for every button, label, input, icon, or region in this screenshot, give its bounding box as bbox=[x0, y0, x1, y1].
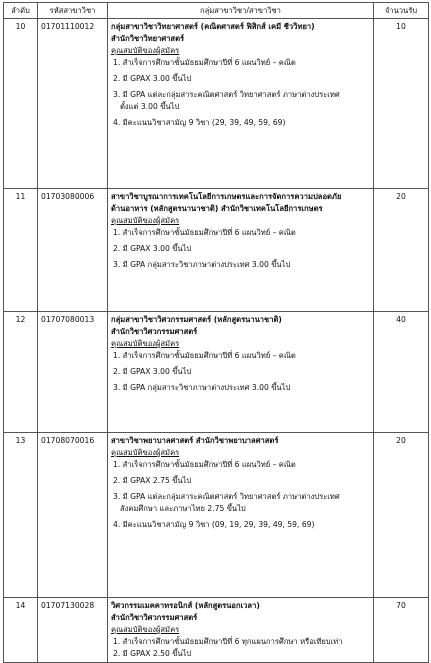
qualification-heading: คุณสมบัติของผู้สมัคร bbox=[111, 625, 180, 634]
row-program bbox=[108, 433, 374, 598]
row-no: 14 bbox=[4, 598, 38, 663]
row-program bbox=[108, 19, 374, 189]
program-school: สำนักวิชาวิศวกรรมศาสตร์ bbox=[111, 613, 198, 622]
qualification-heading: คุณสมบัติของผู้สมัคร bbox=[111, 46, 180, 55]
table-header-row bbox=[4, 3, 429, 19]
program-school: สำนักวิชาวิทยาศาสตร์ bbox=[111, 34, 185, 43]
row-seats: 70 bbox=[374, 598, 429, 663]
row-code: 01701110012 bbox=[38, 19, 108, 189]
qualification-item: 4. มีคะแนนวิชาสามัญ 9 วิชา (09, 19, 29, 39, 49, 59, 69) bbox=[113, 520, 315, 529]
qualification-item: 3. มี GPA แต่ละกลุ่มสาระคณิตศาสตร์ วิทยาศาสตร์ ภาษาต่างประเทศ bbox=[113, 90, 340, 99]
table-row bbox=[4, 433, 429, 598]
qualification-item: 1. สำเร็จการศึกษาชั้นมัธยมศึกษาปีที่ 6 แผนวิทย์ – คณิต bbox=[113, 58, 296, 67]
row-seats: 20 bbox=[374, 433, 429, 598]
row-program bbox=[108, 598, 374, 663]
table-row bbox=[4, 312, 429, 433]
row-program bbox=[108, 312, 374, 433]
row-no: 10 bbox=[4, 19, 38, 189]
qualification-item: 1. สำเร็จการศึกษาชั้นมัธยมศึกษาปีที่ 6 แผนวิทย์ – คณิต bbox=[113, 460, 296, 469]
header-code: รหัสสาขาวิชา bbox=[38, 3, 108, 19]
program-title: สาขาวิชาพยาบาลศาสตร์ สำนักวิชาพยาบาลศาสตร์ bbox=[111, 436, 279, 445]
qualification-item-cont: สังคมศึกษา และภาษาไทย 2.75 ขึ้นไป bbox=[120, 504, 246, 513]
qualification-item: 3. มี GPA กลุ่มสาระวิชาภาษาต่างประเทศ 3.00 ขึ้นไป bbox=[113, 383, 291, 392]
table-row bbox=[4, 19, 429, 189]
row-no: 13 bbox=[4, 433, 38, 598]
row-code: 01708070016 bbox=[38, 433, 108, 598]
qualification-item: 1. สำเร็จการศึกษาชั้นมัธยมศึกษาปีที่ 6 แผนวิทย์ – คณิต bbox=[113, 351, 296, 360]
qualification-item: 2. มี GPAX 3.00 ขึ้นไป bbox=[113, 244, 192, 253]
admission-table bbox=[3, 2, 429, 663]
qualification-item: 2. มี GPAX 2.50 ขึ้นไป bbox=[113, 649, 192, 658]
row-no: 12 bbox=[4, 312, 38, 433]
qualification-heading: คุณสมบัติของผู้สมัคร bbox=[111, 216, 180, 225]
program-title: กลุ่มสาขาวิชาวิศวกรรมศาสตร์ (หลักสูตรนานาชาติ) bbox=[111, 315, 282, 324]
row-code: 01703080006 bbox=[38, 189, 108, 312]
qualification-item: 2. มี GPAX 3.00 ขึ้นไป bbox=[113, 74, 192, 83]
row-seats: 40 bbox=[374, 312, 429, 433]
row-program bbox=[108, 189, 374, 312]
program-title: กลุ่มสาขาวิชาวิทยาศาสตร์ (คณิตศาสตร์ ฟิสิกส์ เคมี ชีววิทยา) bbox=[111, 22, 315, 31]
program-title: วิศวกรรมเมคคาทรอนิกส์ (หลักสูตรนอกเวลา) bbox=[111, 601, 260, 610]
program-school: สำนักวิชาวิศวกรรมศาสตร์ bbox=[111, 327, 198, 336]
row-seats: 10 bbox=[374, 19, 429, 189]
table-row bbox=[4, 189, 429, 312]
program-school: ด้านอาหาร (หลักสูตรนานาชาติ) สำนักวิชาเทคโนโลยีการเกษตร bbox=[111, 204, 323, 213]
qualification-item: 3. มี GPA แต่ละกลุ่มสาระคณิตศาสตร์ วิทยาศาสตร์ ภาษาต่างประเทศ bbox=[113, 492, 340, 501]
qualification-heading: คุณสมบัติของผู้สมัคร bbox=[111, 339, 180, 348]
qualification-item: 1. สำเร็จการศึกษาชั้นมัธยมศึกษาปีที่ 6 แผนวิทย์ – คณิต bbox=[113, 228, 296, 237]
row-code: 01707080013 bbox=[38, 312, 108, 433]
qualification-item: 3. มี GPA กลุ่มสาระวิชาภาษาต่างประเทศ 3.00 ขึ้นไป bbox=[113, 260, 291, 269]
qualification-item: 2. มี GPAX 2.75 ขึ้นไป bbox=[113, 476, 192, 485]
header-program: กลุ่มสาขาวิชา/สาขาวิชา bbox=[108, 3, 374, 19]
qualification-item: 1. สำเร็จการศึกษาชั้นมัธยมศึกษาปีที่ 6 ทุกแผนการศึกษา หรือเทียบเท่า bbox=[113, 637, 343, 646]
row-code: 01707130028 bbox=[38, 598, 108, 663]
qualification-item: 2. มี GPAX 3.00 ขึ้นไป bbox=[113, 367, 192, 376]
table-row bbox=[4, 598, 429, 663]
row-seats: 20 bbox=[374, 189, 429, 312]
program-title: สาขาวิชาบูรณาการเทคโนโลยีการเกษตรและการจัดการความปลอดภัย bbox=[111, 192, 342, 201]
header-no: ลำดับ bbox=[4, 3, 38, 19]
qualification-item: 4. มีคะแนนวิชาสามัญ 9 วิชา (29, 39, 49, 59, 69) bbox=[113, 118, 286, 127]
qualification-item-cont: ตั้งแต่ 3.00 ขึ้นไป bbox=[120, 102, 180, 111]
qualification-heading: คุณสมบัติของผู้สมัคร bbox=[111, 448, 180, 457]
header-seats: จำนวนรับ bbox=[374, 3, 429, 19]
row-no: 11 bbox=[4, 189, 38, 312]
